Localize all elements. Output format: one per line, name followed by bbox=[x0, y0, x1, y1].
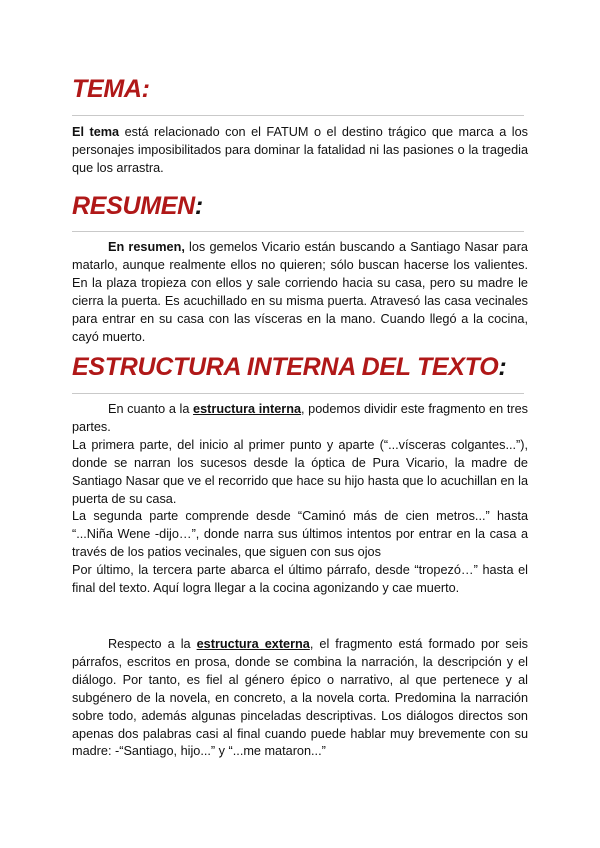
estructura-part-3: Por último, la tercera parte abarca el último párrafo, desde “tropezó…” hasta el final del texto. Aquí logra llegar a la cocina agonizando y cae muerto. bbox=[72, 563, 528, 596]
heading-resumen-colon: : bbox=[194, 192, 203, 220]
heading-estructura bbox=[72, 352, 506, 382]
paragraph-estructura-externa bbox=[72, 636, 528, 761]
paragraph-resumen bbox=[72, 239, 528, 346]
estructura-part-2: La segunda parte comprende desde “Caminó más de cien metros...” hasta “...Niña Wene -dijo…”, donde narra sus últimos intentos por entrar en la casa a través de los patios vecinales, que siguen con sus ojos bbox=[72, 509, 528, 560]
ext-after: , el fragmento está formado por seis párrafos, escritos en prosa, donde se combina la narración, la descripción y el diálogo. Por tanto, es fiel al género épico o narrativo, al que pertenece y al subgénero de la novela, en concreto, a la novela corta. Predomina la narración sobre todo, además algunas pinceladas descriptivas. Los diálogos directos son apenas dos palabras casi al final cuando puede hablar muy brevemente con su madre: -“Santiago, hijo...” y “...me mataron...” bbox=[72, 637, 528, 759]
heading-tema-text: TEMA bbox=[72, 75, 142, 103]
estructura-part-1: La primera parte, del inicio al primer punto y aparte (“...vísceras colgantes...”), donde se narran los sucesos desde la óptica de Pura Vicario, la madre de Santiago Nasar que ve el recorrido que hace su hijo hasta que lo acuchillan en la puerta de su casa. bbox=[72, 437, 528, 506]
paragraph-tema bbox=[72, 124, 528, 178]
estructura-interna-term: estructura interna bbox=[193, 402, 302, 416]
tema-text: está relacionado con el FATUM o el destino trágico que marca a los personajes imposibilitados para dominar la fatalidad ni las pasiones o la tragedia que los arrastra. bbox=[72, 125, 528, 175]
resumen-lead: En resumen, bbox=[108, 240, 185, 254]
tema-lead: El tema bbox=[72, 125, 120, 139]
intro-before: En cuanto a la bbox=[108, 402, 194, 416]
heading-resumen bbox=[72, 191, 203, 221]
estructura-intro bbox=[72, 401, 528, 437]
heading-estructura-colon: : bbox=[498, 353, 507, 381]
paragraph-estructura-interna bbox=[72, 401, 528, 598]
ext-before: Respecto a la bbox=[108, 637, 197, 651]
divider-estructura bbox=[72, 393, 524, 394]
intro-after: , podemos dividir este fragmento en tres partes. bbox=[72, 402, 529, 434]
estructura-externa-term: estructura externa bbox=[196, 637, 310, 651]
divider-resumen bbox=[72, 231, 524, 232]
divider-tema bbox=[72, 115, 524, 116]
heading-tema-colon: : bbox=[141, 75, 150, 103]
resumen-text: los gemelos Vicario están buscando a Santiago Nasar para matarlo, aunque realmente ellos no quieren; sólo buscan hacerse los valientes. En la plaza tropieza con ellos y sale corriendo hacia su casa, pero su madre le cierra la puerta. Es acuchillado en su misma puerta. Atravesó las casa vecinales para entrar en su casa con las vísceras en la mano. Cuando llegó a la cocina, cayó muerto. bbox=[72, 240, 528, 344]
heading-tema bbox=[72, 74, 150, 104]
heading-resumen-text: RESUMEN bbox=[72, 192, 195, 220]
heading-estructura-text: ESTRUCTURA INTERNA DEL TEXTO bbox=[72, 353, 499, 381]
